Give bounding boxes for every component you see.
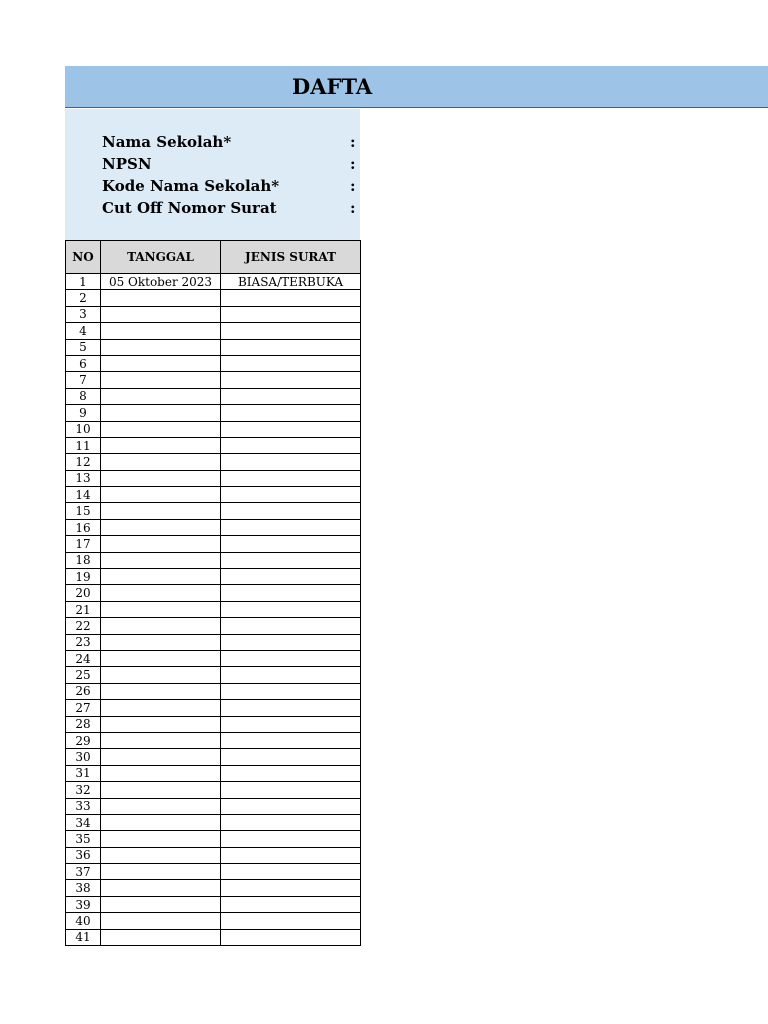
cell-jenis-surat[interactable] [221,896,361,912]
cell-jenis-surat[interactable] [221,683,361,699]
info-row-cut-off-nomor-surat [102,197,360,219]
cell-tanggal[interactable] [101,732,221,748]
cell-jenis-surat[interactable] [221,323,361,339]
cell-jenis-surat[interactable] [221,552,361,568]
info-row-nama-sekolah [102,131,360,153]
cell-jenis-surat[interactable] [221,569,361,585]
cell-no[interactable]: 19 [66,569,101,585]
table-row [66,716,361,732]
cell-jenis-surat[interactable]: BIASA/TERBUKA [221,274,361,290]
cell-tanggal[interactable] [101,929,221,945]
table-row [66,306,361,322]
cell-jenis-surat[interactable] [221,716,361,732]
cell-jenis-surat[interactable] [221,454,361,470]
header-tanggal: TANGGAL [101,241,221,274]
table-row [66,864,361,880]
cell-jenis-surat[interactable] [221,634,361,650]
info-label: Nama Sekolah* [102,133,232,151]
cell-no[interactable]: 21 [66,601,101,617]
cell-tanggal[interactable] [101,618,221,634]
info-label: Kode Nama Sekolah* [102,177,280,195]
cell-jenis-surat[interactable] [221,749,361,765]
table-header-row [66,241,361,274]
info-colon: : [350,155,356,173]
info-label: Cut Off Nomor Surat [102,199,277,217]
cell-jenis-surat[interactable] [221,339,361,355]
table-row [66,421,361,437]
cell-jenis-surat[interactable] [221,913,361,929]
table-row [66,437,361,453]
table-row [66,896,361,912]
table-row [66,519,361,535]
cell-tanggal[interactable] [101,749,221,765]
cell-jenis-surat[interactable] [221,765,361,781]
cell-no[interactable]: 20 [66,585,101,601]
cell-tanggal[interactable] [101,355,221,371]
cell-tanggal[interactable] [101,782,221,798]
cell-jenis-surat[interactable] [221,847,361,863]
cell-jenis-surat[interactable] [221,585,361,601]
cell-tanggal[interactable] [101,847,221,863]
cell-jenis-surat[interactable] [221,421,361,437]
cell-jenis-surat[interactable] [221,601,361,617]
cell-no[interactable]: 29 [66,732,101,748]
table-row [66,814,361,830]
cell-jenis-surat[interactable] [221,732,361,748]
cell-tanggal[interactable] [101,339,221,355]
header-no: NO [66,241,101,274]
cell-no[interactable]: 10 [66,421,101,437]
cell-no[interactable]: 36 [66,847,101,863]
school-info-box [65,109,360,240]
table-row [66,634,361,650]
cell-no[interactable]: 26 [66,683,101,699]
cell-tanggal[interactable] [101,896,221,912]
cell-jenis-surat[interactable] [221,388,361,404]
cell-no[interactable]: 6 [66,355,101,371]
cell-jenis-surat[interactable] [221,831,361,847]
info-colon: : [350,133,356,151]
cell-jenis-surat[interactable] [221,372,361,388]
cell-no[interactable]: 23 [66,634,101,650]
cell-no[interactable]: 15 [66,503,101,519]
cell-no[interactable]: 1 [66,274,101,290]
table-row [66,569,361,585]
cell-tanggal[interactable] [101,323,221,339]
cell-no[interactable]: 2 [66,290,101,306]
cell-jenis-surat[interactable] [221,650,361,666]
cell-tanggal[interactable] [101,503,221,519]
info-label: NPSN [102,155,152,173]
cell-jenis-surat[interactable] [221,306,361,322]
cell-tanggal[interactable] [101,405,221,421]
table-row [66,913,361,929]
header-jenis-surat: JENIS SURAT [221,241,361,274]
cell-jenis-surat[interactable] [221,880,361,896]
table-row [66,355,361,371]
cell-jenis-surat[interactable] [221,929,361,945]
cell-no[interactable]: 9 [66,405,101,421]
cell-tanggal[interactable] [101,536,221,552]
table-row [66,454,361,470]
table-row [66,782,361,798]
title-band [65,66,768,108]
table-row [66,683,361,699]
cell-tanggal[interactable] [101,814,221,830]
cell-jenis-surat[interactable] [221,667,361,683]
cell-tanggal[interactable] [101,437,221,453]
cell-no[interactable]: 38 [66,880,101,896]
table-row [66,765,361,781]
table-row [66,650,361,666]
cell-no[interactable]: 27 [66,700,101,716]
cell-jenis-surat[interactable] [221,782,361,798]
cell-tanggal[interactable] [101,569,221,585]
cell-no[interactable]: 37 [66,864,101,880]
cell-tanggal[interactable] [101,487,221,503]
cell-tanggal[interactable] [101,798,221,814]
cell-no[interactable]: 30 [66,749,101,765]
table-row [66,929,361,945]
cell-jenis-surat[interactable] [221,864,361,880]
cell-no[interactable]: 4 [66,323,101,339]
cell-jenis-surat[interactable] [221,355,361,371]
cell-jenis-surat[interactable] [221,700,361,716]
table-row [66,847,361,863]
table-row [66,290,361,306]
cell-jenis-surat[interactable] [221,503,361,519]
table-row [66,667,361,683]
cell-tanggal[interactable] [101,880,221,896]
table-row [66,372,361,388]
table-row [66,700,361,716]
cell-jenis-surat[interactable] [221,618,361,634]
cell-no[interactable]: 3 [66,306,101,322]
table-row [66,880,361,896]
cell-no[interactable]: 40 [66,913,101,929]
cell-tanggal[interactable] [101,585,221,601]
cell-tanggal[interactable] [101,388,221,404]
cell-jenis-surat[interactable] [221,519,361,535]
cell-no[interactable]: 24 [66,650,101,666]
info-row-kode-nama-sekolah [102,175,360,197]
cell-no[interactable]: 7 [66,372,101,388]
cell-no[interactable]: 32 [66,782,101,798]
table-row [66,798,361,814]
cell-tanggal[interactable] [101,683,221,699]
table-row [66,503,361,519]
cell-tanggal[interactable] [101,864,221,880]
table-row [66,274,361,290]
cell-tanggal[interactable] [101,454,221,470]
cell-tanggal[interactable] [101,290,221,306]
cell-no[interactable]: 17 [66,536,101,552]
cell-no[interactable]: 5 [66,339,101,355]
cell-jenis-surat[interactable] [221,814,361,830]
cell-jenis-surat[interactable] [221,487,361,503]
table-row [66,601,361,617]
cell-tanggal[interactable] [101,470,221,486]
table-row [66,618,361,634]
cell-no[interactable]: 28 [66,716,101,732]
cell-no[interactable]: 25 [66,667,101,683]
cell-no[interactable]: 16 [66,519,101,535]
table-row [66,552,361,568]
cell-no[interactable]: 8 [66,388,101,404]
cell-no[interactable]: 39 [66,896,101,912]
cell-tanggal[interactable] [101,667,221,683]
cell-tanggal[interactable] [101,519,221,535]
info-row-npsn [102,153,360,175]
cell-jenis-surat[interactable] [221,470,361,486]
cell-no[interactable]: 14 [66,487,101,503]
cell-jenis-surat[interactable] [221,290,361,306]
cell-tanggal[interactable] [101,306,221,322]
cell-tanggal[interactable] [101,913,221,929]
info-colon: : [350,177,356,195]
cell-no[interactable]: 18 [66,552,101,568]
cell-no[interactable]: 31 [66,765,101,781]
cell-no[interactable]: 34 [66,814,101,830]
cell-tanggal[interactable] [101,372,221,388]
table-row [66,405,361,421]
info-colon: : [350,199,356,217]
table-row [66,732,361,748]
table-row [66,749,361,765]
cell-tanggal[interactable] [101,634,221,650]
cell-tanggal[interactable] [101,421,221,437]
cell-no[interactable]: 22 [66,618,101,634]
cell-no[interactable]: 12 [66,454,101,470]
cell-no[interactable]: 41 [66,929,101,945]
cell-tanggal[interactable] [101,552,221,568]
cell-no[interactable]: 11 [66,437,101,453]
table-row [66,388,361,404]
table-row [66,831,361,847]
cell-jenis-surat[interactable] [221,405,361,421]
table-row [66,487,361,503]
cell-jenis-surat[interactable] [221,437,361,453]
table-row [66,536,361,552]
cell-tanggal[interactable] [101,601,221,617]
cell-tanggal[interactable] [101,831,221,847]
table-row [66,339,361,355]
table-body [66,274,361,946]
cell-tanggal[interactable] [101,765,221,781]
table-row [66,323,361,339]
cell-tanggal[interactable] [101,700,221,716]
cell-tanggal[interactable]: 05 Oktober 2023 [101,274,221,290]
cell-tanggal[interactable] [101,716,221,732]
register-table [65,240,361,946]
cell-no[interactable]: 13 [66,470,101,486]
cell-jenis-surat[interactable] [221,536,361,552]
table-row [66,470,361,486]
cell-tanggal[interactable] [101,650,221,666]
page-title: DAFTA [292,74,373,99]
cell-no[interactable]: 35 [66,831,101,847]
cell-jenis-surat[interactable] [221,798,361,814]
table-row [66,585,361,601]
cell-no[interactable]: 33 [66,798,101,814]
